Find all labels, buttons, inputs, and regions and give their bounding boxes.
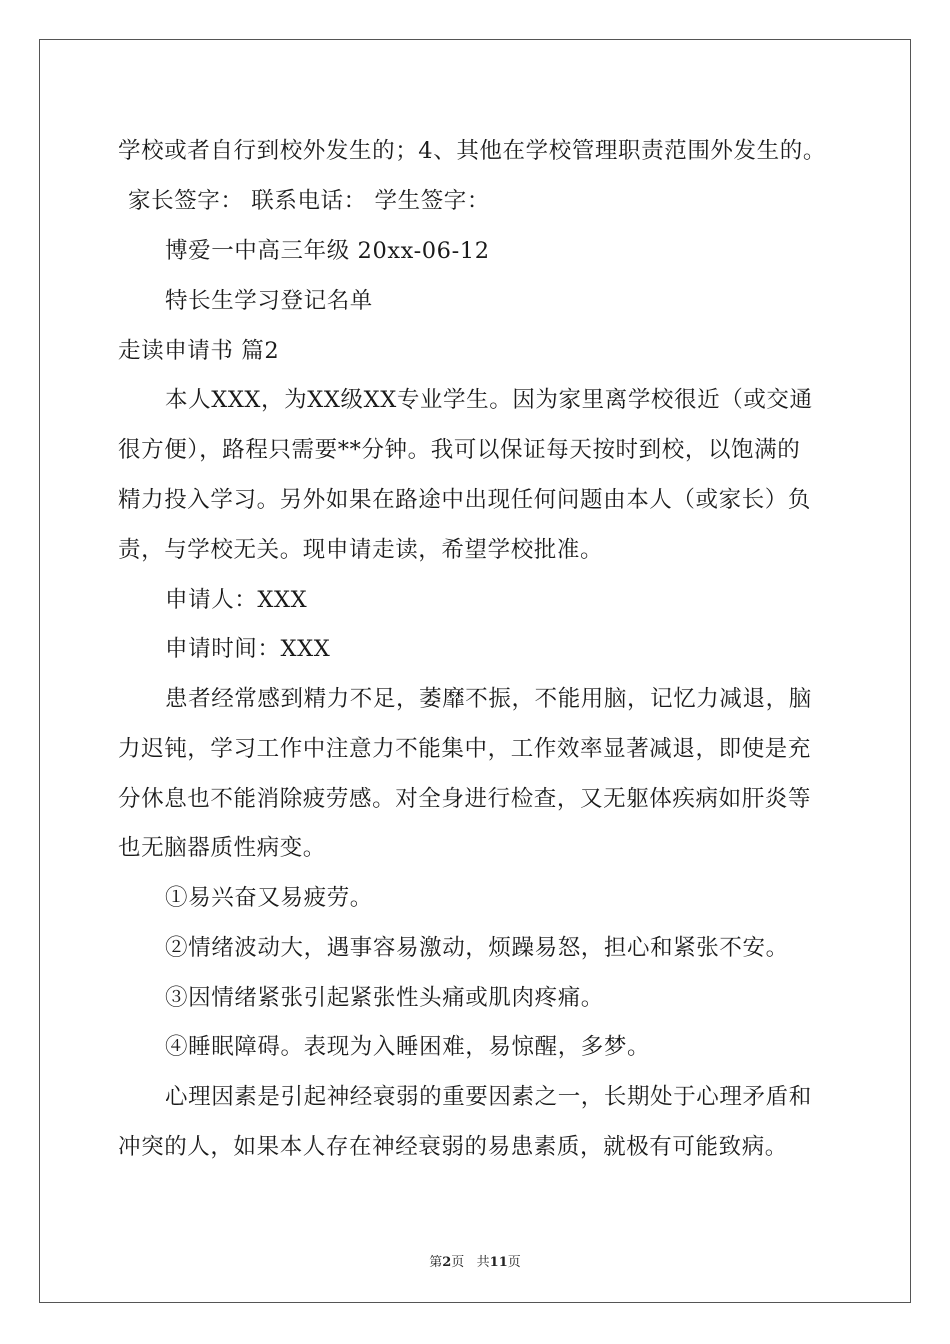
paragraph-line: 责，与学校无关。现申请走读，希望学校批准。 (118, 537, 604, 563)
section-heading: 走读申请书 篇2 (118, 338, 280, 364)
page-border (39, 39, 911, 1303)
paragraph-line: 分休息也不能消除疲劳感。对全身进行检查，又无躯体疾病如肝炎等 (118, 786, 812, 812)
paragraph-line: 患者经常感到精力不足，萎靡不振，不能用脑，记忆力减退，脑 (165, 686, 812, 712)
page-footer (0, 1251, 950, 1270)
list-item: ④睡眠障碍。表现为入睡困难，易惊醒，多梦。 (165, 1034, 651, 1060)
footer-prefix: 第 (429, 1255, 443, 1270)
footer-mid: 页 共 (451, 1255, 490, 1270)
current-page-number: 2 (442, 1255, 452, 1270)
list-item: ①易兴奋又易疲劳。 (165, 885, 373, 911)
school-date-line: 博爱一中高三年级 20xx-06-12 (165, 238, 490, 264)
paragraph-line: 冲突的人，如果本人存在神经衰弱的易患素质，就极有可能致病。 (118, 1134, 788, 1160)
footer-suffix: 页 (507, 1255, 521, 1270)
paragraph-line: 力迟钝，学习工作中注意力不能集中，工作效率显著减退，即使是充 (118, 736, 812, 762)
total-pages-number: 11 (489, 1255, 508, 1270)
paragraph-line: 也无脑器质性病变。 (118, 835, 326, 861)
list-item: ③因情绪紧张引起紧张性头痛或肌肉疼痛。 (165, 985, 604, 1011)
text-line: 特长生学习登记名单 (165, 288, 373, 314)
paragraph-line: 本人XXX，为XX级XX专业学生。因为家里离学校很近（或交通 (165, 387, 813, 413)
paragraph-line: 心理因素是引起神经衰弱的重要因素之一，长期处于心理矛盾和 (165, 1084, 812, 1110)
paragraph-line: 很方便），路程只需要**分钟。我可以保证每天按时到校，以饱满的 (118, 437, 801, 463)
applicant-line: 申请人：XXX (165, 587, 308, 613)
signature-line: 家长签字： 联系电话： 学生签字： (128, 188, 491, 214)
list-item: ②情绪波动大，遇事容易激动，烦躁易怒，担心和紧张不安。 (165, 935, 789, 961)
paragraph-line: 精力投入学习。另外如果在路途中出现任何问题由本人（或家长）负 (118, 487, 812, 513)
text-line: 学校或者自行到校外发生的；4、其他在学校管理职责范围外发生的。 (118, 138, 826, 164)
application-time-line: 申请时间：XXX (165, 636, 331, 662)
